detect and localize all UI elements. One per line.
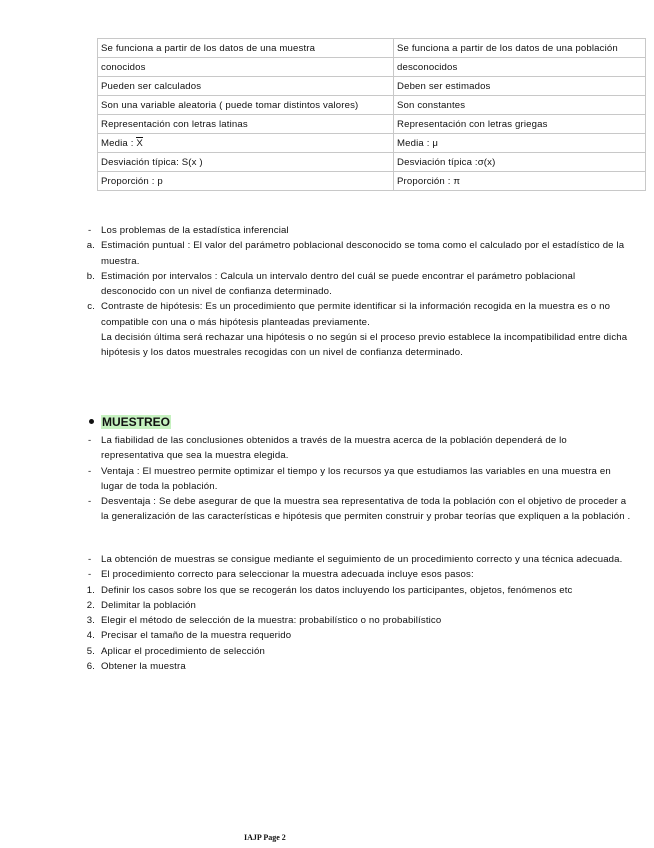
table-cell-population <box>394 77 646 96</box>
list-marker: 2. <box>86 599 95 611</box>
sample-text: Media : <box>101 137 134 149</box>
sample-text: conocidos <box>101 61 146 73</box>
population-text: Se funciona a partir de los datos de una población <box>397 42 618 54</box>
list-marker: 1. <box>86 584 95 596</box>
sample-text: Proporción : p <box>101 175 163 187</box>
list-item <box>0 269 654 300</box>
population-text: Media : μ <box>397 137 439 149</box>
table-cell-population <box>394 153 646 172</box>
list-item-text: Estimación puntual : El valor del parámetro poblacional desconocido se toma como el calculado por el estadístico de la muestra. <box>101 240 625 267</box>
population-text: Representación con letras griegas <box>397 118 548 130</box>
comparison-table <box>97 38 646 191</box>
bullet-icon <box>89 419 94 424</box>
list-item <box>0 659 654 674</box>
list-marker: - <box>88 465 92 477</box>
table-cell-population <box>394 134 646 153</box>
list-item <box>0 644 654 659</box>
table-cell-sample <box>98 96 394 115</box>
list-item-text: La obtención de muestras se consigue mediante el seguimiento de un procedimiento correcto y una técnica adecuada. <box>101 554 623 565</box>
list-marker: - <box>88 435 92 446</box>
list-marker: 3. <box>86 615 95 627</box>
table-cell-sample <box>98 58 394 77</box>
list-item-text: El procedimiento correcto para seleccionar la muestra adecuada incluye esos pasos: <box>101 569 474 581</box>
list-marker: - <box>88 225 92 236</box>
table-row <box>98 96 646 115</box>
table-row <box>98 153 646 172</box>
list-item-text: Definir los casos sobre los que se recogerán los datos incluyendo los participantes, objetos, fenómenos etc <box>101 584 573 596</box>
population-text: Son constantes <box>397 99 466 111</box>
list-marker: 4. <box>86 630 95 642</box>
table-row <box>98 77 646 96</box>
table-row <box>98 39 646 58</box>
sampling-notes-list <box>0 433 654 525</box>
list-marker: c. <box>87 301 95 313</box>
list-marker: b. <box>86 270 95 282</box>
table-row <box>98 58 646 77</box>
list-item <box>0 628 654 643</box>
list-item-text: Los problemas de la estadística inferencial <box>101 225 289 236</box>
table-cell-sample <box>98 77 394 96</box>
list-marker: - <box>88 569 92 581</box>
list-item <box>0 299 654 330</box>
sampling-steps-list <box>0 552 654 674</box>
section-heading-text: MUESTREO <box>102 415 171 429</box>
list-item <box>0 330 654 361</box>
list-item-text: La fiabilidad de las conclusiones obtenidos a través de la muestra acerca de la población dependerá de lo representativa que sea la muestra elegida. <box>101 435 567 462</box>
sample-text: Representación con letras latinas <box>101 118 248 130</box>
list-item <box>0 433 654 464</box>
population-text: Deben ser estimados <box>397 80 491 92</box>
list-item-text: Estimación por intervalos : Calcula un intervalo dentro del cuál se puede encontrar el parámetro poblacional desconocido con un nivel de confianza determinado. <box>101 270 576 298</box>
list-item-text: Elegir el método de selección de la muestra: probabilístico o no probabilístico <box>101 615 442 627</box>
table-cell-population <box>394 58 646 77</box>
list-item <box>0 223 654 238</box>
list-item <box>0 552 654 567</box>
list-item <box>0 613 654 628</box>
list-item <box>0 238 654 269</box>
population-text: Desviación típica :σ(x) <box>397 156 496 168</box>
list-item <box>0 598 654 613</box>
table-cell-sample <box>98 134 394 153</box>
list-item-text: Precisar el tamaño de la muestra requerido <box>101 630 292 642</box>
list-marker: - <box>88 554 92 565</box>
table-cell-sample <box>98 115 394 134</box>
table-cell-population <box>394 96 646 115</box>
list-item-text: Ventaja : El muestreo permite optimizar el tiempo y los recursos ya que estudiamos las variables en una muestra en lugar de toda la población. <box>101 465 611 492</box>
table-cell-population <box>394 115 646 134</box>
comparison-table-body <box>98 39 646 191</box>
inferential-problems-list <box>0 223 654 361</box>
population-text: Proporción : π <box>397 175 461 187</box>
sample-mean-symbol: X <box>136 137 143 149</box>
sample-text: Son una variable aleatoria ( puede tomar distintos valores) <box>101 99 359 111</box>
list-marker: - <box>88 496 92 508</box>
table-cell-sample <box>98 172 394 191</box>
table-cell-population <box>394 172 646 191</box>
population-text: desconocidos <box>397 61 458 73</box>
list-item <box>0 464 654 495</box>
list-item <box>0 567 654 582</box>
list-item <box>0 494 654 525</box>
sample-text: Pueden ser calculados <box>101 80 202 92</box>
list-marker: a. <box>86 240 95 252</box>
list-item-text: Obtener la muestra <box>101 661 186 673</box>
table-row <box>98 115 646 134</box>
table-cell-sample <box>98 153 394 172</box>
list-marker: 5. <box>86 645 95 657</box>
list-item-text: Delimitar la población <box>101 599 197 611</box>
list-item <box>0 583 654 598</box>
sample-text: Se funciona a partir de los datos de una muestra <box>101 42 316 54</box>
list-marker: 6. <box>86 661 95 673</box>
table-row <box>98 172 646 191</box>
list-item-text: Aplicar el procedimiento de selección <box>101 645 265 657</box>
table-cell-sample <box>98 39 394 58</box>
table-cell-population <box>394 39 646 58</box>
table-row <box>98 134 646 153</box>
list-item-text: La decisión última será rechazar una hipótesis o no según si el proceso previo establece la incompatibilidad entre dicha hipótesis y los datos muestrales recogidas con un nivel de confianza determinado. <box>101 332 628 359</box>
sample-text: Desviación típica: S(x ) <box>101 156 203 168</box>
page-footer: IAJP Page 2 <box>244 833 286 842</box>
section-heading <box>89 415 171 429</box>
list-item-text: Contraste de hipótesis: Es un procedimiento que permite identificar si la información recogida en la muestra es o no compatible con una o más hipótesis planteadas previamente. <box>101 301 611 328</box>
list-item-text: Desventaja : Se debe asegurar de que la muestra sea representativa de toda la población con el objetivo de proceder a la generalización de las características e hipótesis que permiten construir y probar teorías que expliquen a la población . <box>101 496 631 523</box>
